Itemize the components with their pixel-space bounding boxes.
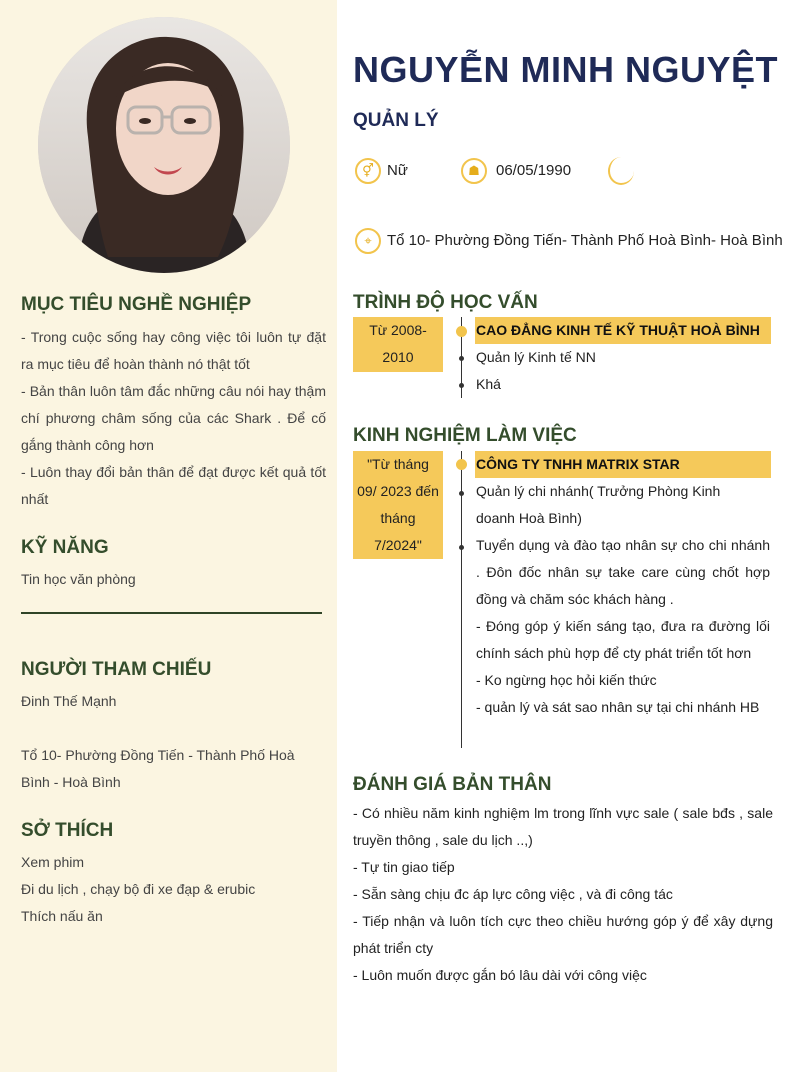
experience-note: - Đóng góp ý kiến sáng tạo, đưa ra đường lối chính sách phù hợp để cty phát triển tốt hơn: [476, 618, 770, 661]
objective-text: [21, 324, 326, 513]
education-title: TRÌNH ĐỘ HỌC VẤN: [353, 292, 538, 313]
experience-title: KINH NGHIỆM LÀM VIỆC: [353, 425, 577, 446]
address-value: Tổ 10- Phường Đồng Tiến- Thành Phố Hoà Bình- Hoà Bình: [387, 232, 783, 249]
experience-notes: [476, 613, 770, 721]
hobby-item: Xem phim: [21, 854, 85, 870]
timeline-dot: [456, 459, 467, 470]
timeline-dot: [459, 545, 464, 550]
timeline-dot: [459, 383, 464, 388]
experience-position: Quản lý chi nhánh( Trưởng Phòng Kinh doanh Hoà Bình): [476, 483, 721, 526]
cake-icon: ☗: [461, 158, 487, 184]
timeline-dot: [459, 491, 464, 496]
hobby-item: Đi du lịch , chạy bộ đi xe đạp & erubic: [21, 881, 256, 897]
objective-line: - Trong cuộc sống hay công việc tôi luôn tự đặt ra mục tiêu để hoàn thành nó thật tốt: [21, 329, 326, 372]
portrait-illustration: [38, 17, 290, 273]
self-assessment-line: - Sẵn sàng chịu đc áp lực công việc , và đi công tác: [353, 886, 673, 902]
experience-duty: Tuyển dụng và đào tạo nhân sự cho chi nhánh . Đôn đốc nhân sự take care cùng chốt hợp đồng và chăm sóc khách hàng .: [476, 537, 770, 607]
empty-icon: [608, 157, 634, 185]
hobbies-title: SỞ THÍCH: [21, 820, 114, 841]
hobby-item: Thích nấu ăn: [21, 908, 103, 924]
self-assessment-title: ĐÁNH GIÁ BẢN THÂN: [353, 774, 552, 795]
education-major: Quản lý Kinh tế NN: [476, 349, 596, 365]
objective-title: MỤC TIÊU NGHỀ NGHIỆP: [21, 294, 252, 315]
objective-line: - Luôn thay đổi bản thân để đạt được kết quả tốt nhất: [21, 464, 326, 507]
skills-title: KỸ NĂNG: [21, 537, 109, 558]
birthday-value: 06/05/1990: [496, 162, 572, 179]
timeline-dot: [459, 356, 464, 361]
self-assessment-line: - Tiếp nhận và luôn tích cực theo chiều hướng góp ý để xây dựng phát triển cty: [353, 913, 773, 956]
reference-address: Tổ 10- Phường Đồng Tiến - Thành Phố Hoà Bình - Hoà Bình: [21, 747, 295, 790]
full-name: NGUYỄN MINH NGUYỆT: [353, 49, 779, 90]
skills-text: Tin học văn phòng: [21, 571, 136, 587]
self-assessment-line: - Luôn muốn được gắn bó lâu dài với công việc: [353, 967, 647, 983]
sidebar: [0, 0, 337, 1072]
objective-line: - Bản thân luôn tâm đắc những câu nói hay thậm chí phương châm sống của các Shark . Để cố gắng thành công hơn: [21, 383, 326, 453]
education-date: Từ 2008-2010: [353, 317, 443, 372]
divider: [21, 612, 322, 614]
gender-value: Nữ: [387, 162, 408, 179]
profile-photo: [38, 17, 290, 273]
experience-date: "Từ tháng 09/ 2023 đến tháng 7/2024": [353, 451, 443, 559]
gender-icon: ⚥: [355, 158, 381, 184]
timeline-dot: [456, 326, 467, 337]
experience-note: - Ko ngừng học hỏi kiến thức: [476, 672, 657, 688]
location-icon: ⌖: [355, 228, 381, 254]
reference-title: NGƯỜI THAM CHIẾU: [21, 659, 212, 680]
education-grade: Khá: [476, 376, 501, 392]
hobbies-list: [21, 849, 326, 930]
experience-note: - quản lý và sát sao nhân sự tại chi nhánh HB: [476, 699, 760, 715]
school-name: CAO ĐẲNG KINH TẾ KỸ THUẬT HOÀ BÌNH: [475, 317, 771, 344]
self-assessment-line: - Tự tin giao tiếp: [353, 859, 455, 875]
company-name: CÔNG TY TNHH MATRIX STAR: [475, 451, 771, 478]
reference-name: Đinh Thế Mạnh: [21, 693, 117, 709]
self-assessment-text: [353, 800, 773, 989]
self-assessment-line: - Có nhiều năm kinh nghiệm lm trong lĩnh vực sale ( sale bđs , sale truyền thông , sale du lịch ..,): [353, 805, 773, 848]
job-role: QUẢN LÝ: [353, 110, 439, 131]
